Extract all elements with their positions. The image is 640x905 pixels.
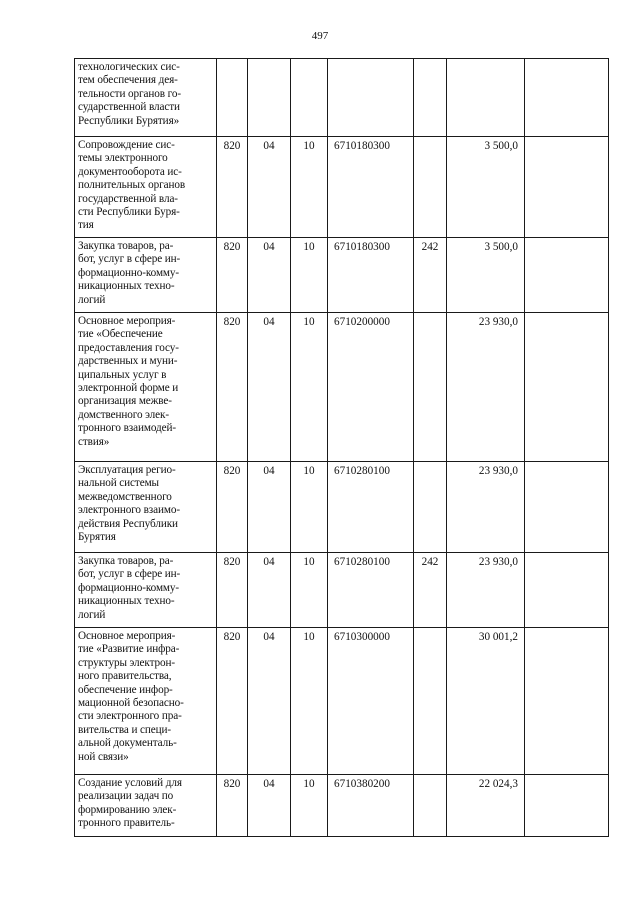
row-csr: 6710280100 [328, 462, 414, 553]
table-row [75, 238, 609, 313]
row-csr: 6710180300 [328, 238, 414, 313]
row-gr [217, 59, 248, 137]
row-rz: 04 [248, 462, 291, 553]
row-pr [291, 59, 328, 137]
row-gr: 820 [217, 553, 248, 628]
row-pr: 10 [291, 553, 328, 628]
row-csr: 6710180300 [328, 137, 414, 238]
table-row [75, 628, 609, 775]
row-pr: 10 [291, 628, 328, 775]
table-row [75, 775, 609, 837]
row-sum: 22 024,3 [447, 775, 525, 837]
row-extra [525, 59, 609, 137]
row-sum: 30 001,2 [447, 628, 525, 775]
row-name: Закупка товаров, ра- бот, услуг в сфере ин- формационно-комму- никационных техно- логий [75, 238, 217, 313]
page-number: 497 [311, 30, 329, 42]
row-rz: 04 [248, 628, 291, 775]
row-vr: 242 [414, 553, 447, 628]
row-extra [525, 553, 609, 628]
row-rz [248, 59, 291, 137]
row-rz: 04 [248, 313, 291, 462]
row-pr: 10 [291, 462, 328, 553]
row-name: Основное мероприя- тие «Развитие инфра- структуры электрон- ного правительства, обеспечение инфор- мационной безопасно- сти электронного пра- вительства и специ- альной документаль- ной связи» [75, 628, 217, 775]
row-sum [447, 59, 525, 137]
row-gr: 820 [217, 238, 248, 313]
row-csr: 6710300000 [328, 628, 414, 775]
row-name: Эксплуатация регио- нальной системы межведомственного электронного взаимо- действия Республики Бурятия [75, 462, 217, 553]
row-csr: 6710380200 [328, 775, 414, 837]
row-extra [525, 238, 609, 313]
row-csr [328, 59, 414, 137]
row-pr: 10 [291, 137, 328, 238]
row-extra [525, 313, 609, 462]
row-rz: 04 [248, 238, 291, 313]
row-gr: 820 [217, 313, 248, 462]
row-sum: 23 930,0 [447, 313, 525, 462]
row-pr: 10 [291, 775, 328, 837]
budget-table [74, 58, 609, 837]
row-vr [414, 462, 447, 553]
row-name: Основное мероприя- тие «Обеспечение предоставления госу- дарственных и муни- ципальных услуг в электронной форме и организация межве- домственного элек- тронного взаимодей- ствия» [75, 313, 217, 462]
row-vr [414, 59, 447, 137]
row-gr: 820 [217, 137, 248, 238]
row-name: технологических сис- тем обеспечения дея- тельности органов го- сударственной власти Республики Бурятия» [75, 59, 217, 137]
row-gr: 820 [217, 462, 248, 553]
row-vr [414, 628, 447, 775]
row-extra [525, 628, 609, 775]
row-sum: 23 930,0 [447, 462, 525, 553]
row-vr: 242 [414, 238, 447, 313]
row-extra [525, 775, 609, 837]
row-vr [414, 137, 447, 238]
row-name: Создание условий для реализации задач по формированию элек- тронного правитель- [75, 775, 217, 837]
row-name: Закупка товаров, ра- бот, услуг в сфере ин- формационно-комму- никационных техно- логий [75, 553, 217, 628]
row-extra [525, 137, 609, 238]
table-row [75, 137, 609, 238]
table-row [75, 553, 609, 628]
row-gr: 820 [217, 775, 248, 837]
row-sum: 3 500,0 [447, 238, 525, 313]
row-sum: 3 500,0 [447, 137, 525, 238]
row-csr: 6710280100 [328, 553, 414, 628]
table-row [75, 462, 609, 553]
row-extra [525, 462, 609, 553]
row-pr: 10 [291, 238, 328, 313]
table-row [75, 59, 609, 137]
table-row [75, 313, 609, 462]
row-vr [414, 313, 447, 462]
row-rz: 04 [248, 553, 291, 628]
row-rz: 04 [248, 137, 291, 238]
row-pr: 10 [291, 313, 328, 462]
row-name: Сопровождение сис- темы электронного документооборота ис- полнительных органов государственной вла- сти Республики Буря- тия [75, 137, 217, 238]
row-vr [414, 775, 447, 837]
row-gr: 820 [217, 628, 248, 775]
row-csr: 6710200000 [328, 313, 414, 462]
row-rz: 04 [248, 775, 291, 837]
row-sum: 23 930,0 [447, 553, 525, 628]
